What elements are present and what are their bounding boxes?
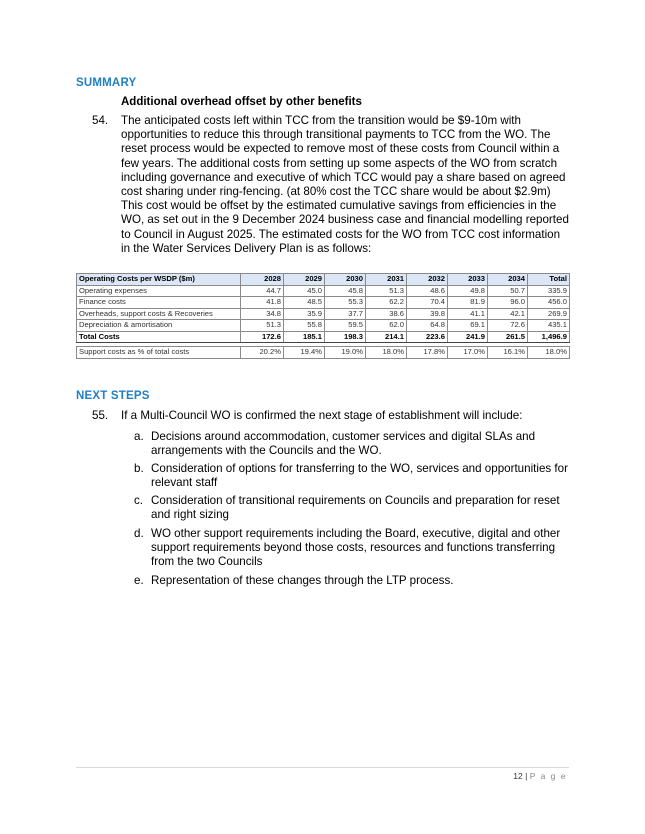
list-letter: a. xyxy=(134,430,144,443)
table-row xyxy=(77,308,570,320)
list-item xyxy=(134,430,574,458)
table-cell: 72.6 xyxy=(488,320,528,332)
table-cell: 35.9 xyxy=(284,308,325,320)
list-letter: d. xyxy=(134,527,144,540)
row-label: Depreciation & amortisation xyxy=(77,320,241,332)
table-cell: 17.0% xyxy=(448,347,488,359)
table-cell: 20.2% xyxy=(241,347,284,359)
table-cell: 41.8 xyxy=(241,297,284,309)
list-text: Consideration of transitional requirements on Councils and preparation for reset and right sizing xyxy=(151,494,560,522)
table-cell: 39.8 xyxy=(407,308,448,320)
table-cell: 335.9 xyxy=(528,285,570,297)
table-cell: 45.8 xyxy=(325,285,366,297)
list-letter: b. xyxy=(134,462,144,475)
table-header-row xyxy=(77,274,570,286)
page-label: P a g e xyxy=(529,771,567,781)
list-item xyxy=(134,462,574,490)
paragraph-54 xyxy=(92,114,572,256)
page-number: 12 xyxy=(513,771,523,781)
list-item xyxy=(134,494,574,522)
footer-separator: | xyxy=(525,771,528,781)
table-cell: 16.1% xyxy=(488,347,528,359)
table-cell: 214.1 xyxy=(366,331,407,343)
row-label: Finance costs xyxy=(77,297,241,309)
paragraph-text: If a Multi-Council WO is confirmed the next stage of establishment will include: xyxy=(121,409,523,422)
table-cell: 17.8% xyxy=(407,347,448,359)
column-header: 2034 xyxy=(488,274,528,286)
paragraph-55 xyxy=(92,409,572,423)
table-cell: 62.2 xyxy=(366,297,407,309)
table-cell: 49.8 xyxy=(448,285,488,297)
table-row xyxy=(77,331,570,343)
table-row xyxy=(77,297,570,309)
summary-heading: SUMMARY xyxy=(76,77,137,89)
list-letter: c. xyxy=(134,494,144,507)
table-cell: 70.4 xyxy=(407,297,448,309)
row-label: Operating expenses xyxy=(77,285,241,297)
list-letter: e. xyxy=(134,574,144,587)
column-header: 2031 xyxy=(366,274,407,286)
table-cell: 81.9 xyxy=(448,297,488,309)
table-cell: 51.3 xyxy=(366,285,407,297)
table-cell: 55.3 xyxy=(325,297,366,309)
row-label: Total Costs xyxy=(77,331,241,343)
column-header: 2029 xyxy=(284,274,325,286)
table-cell: 48.6 xyxy=(407,285,448,297)
operating-costs-table xyxy=(76,273,570,359)
table-cell: 38.6 xyxy=(366,308,407,320)
table-row xyxy=(77,285,570,297)
table-cell: 19.4% xyxy=(284,347,325,359)
table-cell: 37.7 xyxy=(325,308,366,320)
table-cell: 18.0% xyxy=(528,347,570,359)
table-cell: 55.8 xyxy=(284,320,325,332)
table-cell: 185.1 xyxy=(284,331,325,343)
table-cell: 261.5 xyxy=(488,331,528,343)
footer-divider xyxy=(76,767,569,768)
list-item xyxy=(134,527,574,570)
table-cell: 435.1 xyxy=(528,320,570,332)
summary-subheading: Additional overhead offset by other benefits xyxy=(121,96,362,108)
row-label: Overheads, support costs & Recoveries xyxy=(77,308,241,320)
table-cell: 41.1 xyxy=(448,308,488,320)
table-cell: 59.5 xyxy=(325,320,366,332)
list-text: Consideration of options for transferring to the WO, services and opportunities for relevant staff xyxy=(151,462,568,490)
table-row xyxy=(77,320,570,332)
page-footer xyxy=(513,771,567,781)
table-cell: 96.0 xyxy=(488,297,528,309)
table-row xyxy=(77,347,570,359)
paragraph-number: 54. xyxy=(92,114,109,127)
table-cell: 45.0 xyxy=(284,285,325,297)
column-header: 2033 xyxy=(448,274,488,286)
table-cell: 48.5 xyxy=(284,297,325,309)
list-text: WO other support requirements including the Board, executive, digital and other support requirements beyond those costs, resources and functions transferring from the two Councils xyxy=(151,527,561,569)
table-cell: 172.6 xyxy=(241,331,284,343)
column-header: Total xyxy=(528,274,570,286)
table-cell: 1,496.9 xyxy=(528,331,570,343)
table-cell: 69.1 xyxy=(448,320,488,332)
table-cell: 64.8 xyxy=(407,320,448,332)
table-cell: 34.8 xyxy=(241,308,284,320)
table-cell: 18.0% xyxy=(366,347,407,359)
table-cell: 241.9 xyxy=(448,331,488,343)
table-cell: 223.6 xyxy=(407,331,448,343)
list-text: Decisions around accommodation, customer services and digital SLAs and arrangements with the Councils and the WO. xyxy=(151,430,536,458)
table-cell: 198.3 xyxy=(325,331,366,343)
column-header: 2028 xyxy=(241,274,284,286)
table-cell: 44.7 xyxy=(241,285,284,297)
row-label: Support costs as % of total costs xyxy=(77,347,241,359)
table-title: Operating Costs per WSDP ($m) xyxy=(77,274,241,286)
table-cell: 19.0% xyxy=(325,347,366,359)
column-header: 2030 xyxy=(325,274,366,286)
table-cell: 42.1 xyxy=(488,308,528,320)
paragraph-text: The anticipated costs left within TCC from the transition would be $9-10m with opportunities to reduce this through transitional payments to TCC from the WO. The reset process would be expected to remove most of these costs from Council within a few years. The additional costs from setting up some aspects of the WO from scratch including governance and executive of which TCC would pay a share based on agreed cost sharing under ring-fencing. (at 80% cost the TCC share would be about $2.9m) This cost would be offset by the estimated cumulative savings from efficiencies in the WO, as set out in the 9 December 2024 business case and financial modelling reported to Council in August 2025. The estimated costs for the WO from TCC cost information in the Water Services Delivery Plan is as follows: xyxy=(121,114,569,255)
table-cell: 269.9 xyxy=(528,308,570,320)
list-item xyxy=(134,574,574,588)
table-cell: 456.0 xyxy=(528,297,570,309)
list-text: Representation of these changes through the LTP process. xyxy=(151,574,454,587)
paragraph-number: 55. xyxy=(92,409,109,422)
table-cell: 62.0 xyxy=(366,320,407,332)
column-header: 2032 xyxy=(407,274,448,286)
table-cell: 51.3 xyxy=(241,320,284,332)
next-steps-heading: NEXT STEPS xyxy=(76,390,150,402)
table-cell: 50.7 xyxy=(488,285,528,297)
